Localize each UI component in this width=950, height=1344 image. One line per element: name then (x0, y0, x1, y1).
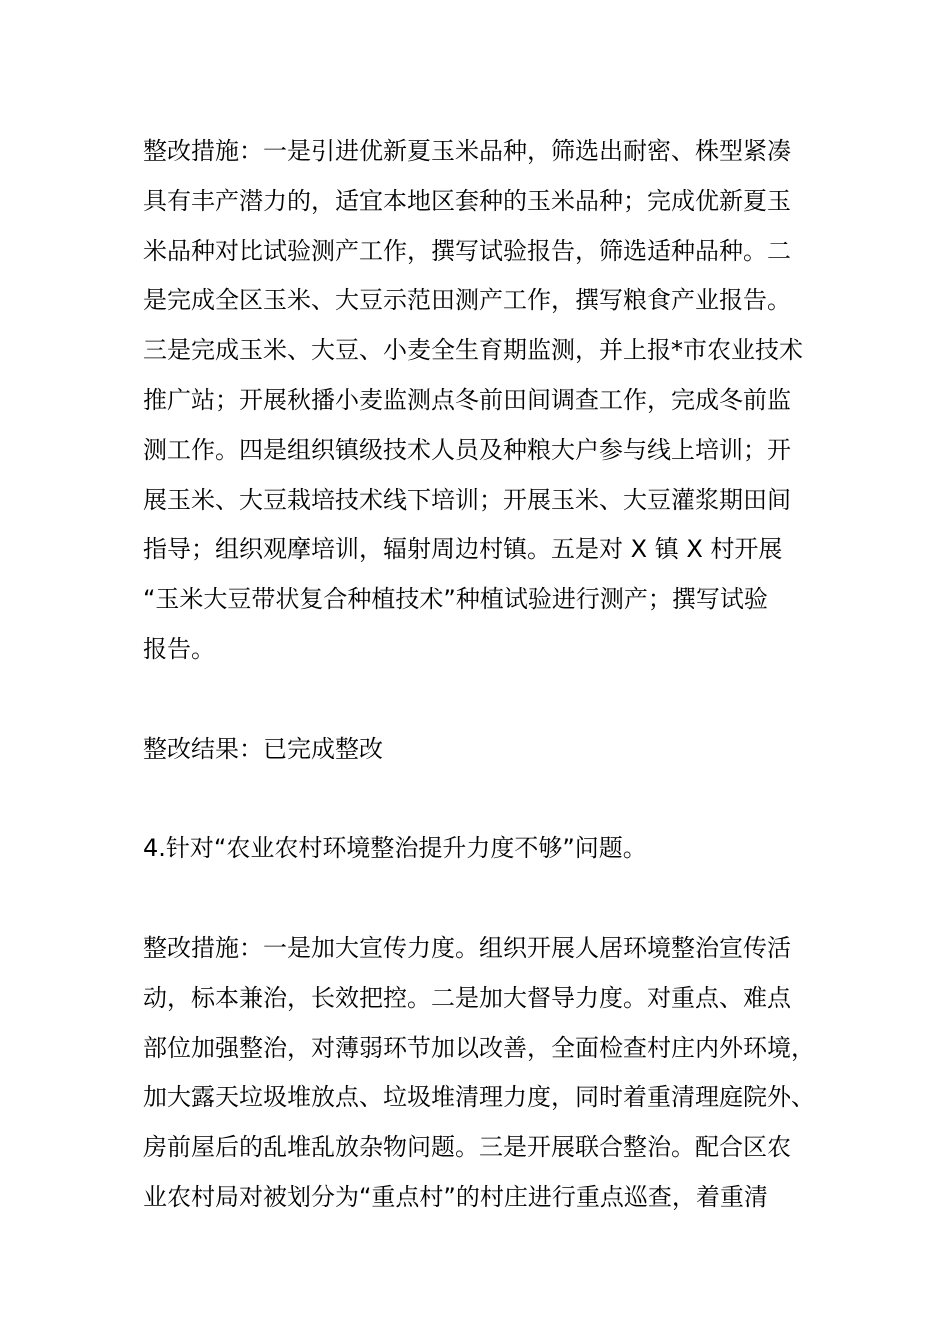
text-line: 是完成全区玉米、大豆示范田测产工作，撰写粮食产业报告。 (143, 286, 791, 315)
paragraph-rectification-measures-3 (143, 127, 803, 675)
text-line: 米品种对比试验测产工作，撰写试验报告，筛选适种品种。二 (143, 236, 791, 265)
text-line: 4.针对“农业农村环境整治提升力度不够”问题。 (143, 834, 647, 862)
section-heading-item-4 (143, 824, 647, 874)
text-line: 推广站；开展秋播小麦监测点冬前田间调查工作，完成冬前监 (143, 385, 791, 414)
text-line: 整改结果：已完成整改 (143, 735, 383, 763)
text-line: 部位加强整治，对薄弱环节加以改善，全面检查村庄内外环境， (143, 1033, 815, 1062)
text-line: 业农村局对被划分为“重点村”的村庄进行重点巡查，着重清 (143, 1182, 768, 1211)
text-line: 房前屋后的乱堆乱放杂物问题。三是开展联合整治。配合区农 (143, 1133, 791, 1162)
text-line: 展玉米、大豆栽培技术线下培训；开展玉米、大豆灌浆期田间 (143, 485, 791, 514)
text-line: 测工作。四是组织镇级技术人员及种粮大户参与线上培训；开 (143, 435, 791, 464)
paragraph-rectification-result (143, 725, 383, 775)
text-line: 整改措施：一是引进优新夏玉米品种，筛选出耐密、株型紧凑 (143, 137, 791, 165)
text-line: 报告。 (143, 634, 215, 663)
text-line: “玉米大豆带状复合种植技术”种植试验进行测产；撰写试验 (143, 585, 768, 614)
paragraph-rectification-measures-4 (143, 924, 815, 1223)
text-line: 指导；组织观摩培训，辐射周边村镇。五是对 X 镇 X 村开展 (143, 535, 783, 564)
text-line: 整改措施：一是加大宣传力度。组织开展人居环境整治宣传活 (143, 934, 791, 962)
text-line: 三是完成玉米、大豆、小麦全生育期监测，并上报*市农业技术 (143, 336, 803, 365)
text-line: 具有丰产潜力的，适宜本地区套种的玉米品种；完成优新夏玉 (143, 186, 791, 215)
text-line: 动，标本兼治，长效把控。二是加大督导力度。对重点、难点 (143, 983, 791, 1012)
text-line: 加大露天垃圾堆放点、垃圾堆清理力度，同时着重清理庭院外、 (143, 1083, 815, 1112)
